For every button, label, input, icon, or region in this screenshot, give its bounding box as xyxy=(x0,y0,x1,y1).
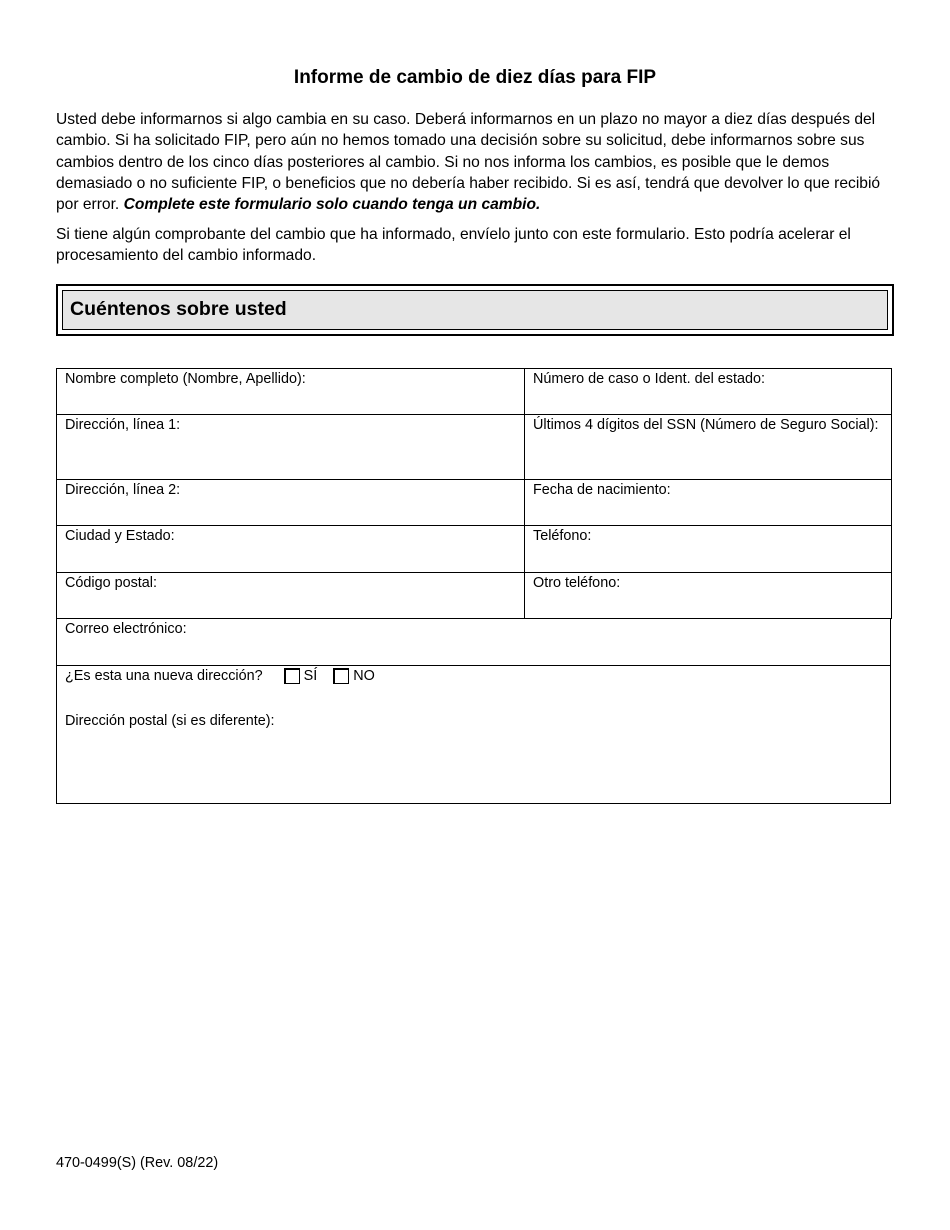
address-line1-field[interactable] xyxy=(56,414,525,480)
other-phone-label: Otro teléfono: xyxy=(533,575,621,591)
case-number-field[interactable] xyxy=(524,368,892,415)
no-option[interactable] xyxy=(333,667,375,685)
ssn-last4-field[interactable] xyxy=(524,414,892,480)
page-title: Informe de cambio de diez días para FIP xyxy=(293,67,657,88)
form-number: 470-0499(S) (Rev. 08/22) xyxy=(56,1155,219,1171)
address-line2-field[interactable] xyxy=(56,479,525,526)
phone-label: Teléfono: xyxy=(533,528,592,544)
birth-date-field[interactable] xyxy=(524,479,892,526)
no-checkbox[interactable] xyxy=(333,668,349,684)
yes-option[interactable] xyxy=(284,667,318,685)
mailing-address-field[interactable] xyxy=(65,712,882,730)
full-name-field[interactable] xyxy=(56,368,525,415)
ssn-last4-label: Últimos 4 dígitos del SSN (Número de Seguro Social): xyxy=(533,417,879,433)
no-label: NO xyxy=(353,668,375,684)
case-number-label: Número de caso o Ident. del estado: xyxy=(533,371,765,387)
section-header-inner xyxy=(62,290,888,330)
address-line2-label: Dirección, línea 2: xyxy=(65,482,181,498)
yes-label: SÍ xyxy=(303,668,318,684)
postal-code-field[interactable] xyxy=(56,572,525,619)
full-name-label: Nombre completo (Nombre, Apellido): xyxy=(65,371,306,387)
mailing-address-label: Dirección postal (si es diferente): xyxy=(65,713,275,729)
phone-field[interactable] xyxy=(524,525,892,573)
intro-text: Usted debe informarnos si algo cambia en su caso. Deberá informarnos en un plazo no mayor a diez días después del cambio. Si ha solicitado FIP, pero aún no hemos tomado una decisión sobre su solicitud, debe informarnos sobre sus cambios dentro de los cinco días posteriores al cambio. Si no nos informa los cambios, es posible que le demos demasiado o no suficiente FIP, o beneficios que no debería haber recibido. Si es así, tendrá que devolver lo que recibió por error. xyxy=(56,111,881,214)
birth-date-label: Fecha de nacimiento: xyxy=(533,482,671,498)
other-phone-field[interactable] xyxy=(524,572,892,619)
address-details-box xyxy=(56,665,891,804)
email-field[interactable] xyxy=(56,618,891,666)
intro-emphasis: Complete este formulario solo cuando tenga un cambio. xyxy=(123,196,541,214)
new-address-question: ¿Es esta una nueva dirección? xyxy=(65,668,263,684)
city-state-label: Ciudad y Estado: xyxy=(65,528,175,544)
section-title: Cuéntenos sobre usted xyxy=(70,298,287,320)
yes-checkbox[interactable] xyxy=(284,668,300,684)
section-header-box xyxy=(56,284,894,336)
intro-paragraph xyxy=(56,109,894,215)
proof-note-paragraph: Si tiene algún comprobante del cambio que ha informado, envíelo junto con este formulario. Esto podría acelerar el procesamiento del cambio informado. xyxy=(56,226,851,265)
postal-code-label: Código postal: xyxy=(65,575,158,591)
email-label: Correo electrónico: xyxy=(65,621,187,637)
new-address-row xyxy=(65,667,882,685)
address-line1-label: Dirección, línea 1: xyxy=(65,417,181,433)
city-state-field[interactable] xyxy=(56,525,525,573)
